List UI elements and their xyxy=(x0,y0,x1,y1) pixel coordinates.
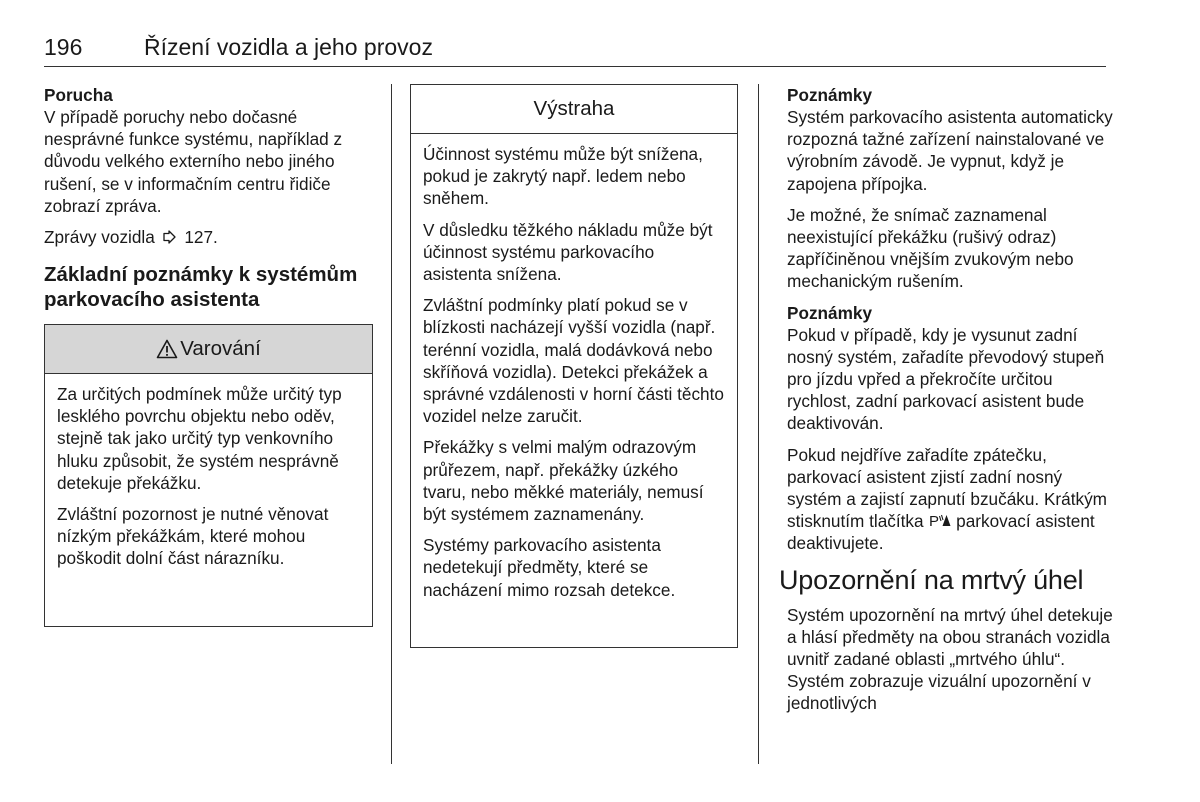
warning-triangle-icon xyxy=(156,339,178,359)
note-text: Pokud nejdříve zařadíte zpátečku, parkovací asistent zjistí zadní nosný systém a zajistí zapnutí bzučáku. Krátkým stisknutím tlačítka xyxy=(787,444,1107,532)
fault-heading: Porucha xyxy=(44,85,113,105)
note-heading: Poznámky xyxy=(787,302,873,323)
fault-text: V případě poruchy nebo dočasné nesprávné funkce systému, například z důvodu velkého externího nebo jiného rušení, se v informačním centru řidiče zobrazí zpráva. xyxy=(44,107,343,216)
caution-paragraph: V důsledku těžkého nákladu může být účinnost systému parkovacího asistenta snížena. xyxy=(423,219,713,285)
arrow-right-icon xyxy=(162,230,176,244)
svg-text:P: P xyxy=(929,513,940,529)
note-paragraph: Je možné, že snímač zaznamenal neexistující překážku (rušivý odraz) zapříčiněnou vnějším zvukovým nebo mechanickým rušením. xyxy=(787,204,1074,292)
warning-box-header xyxy=(45,325,372,374)
reference-text: Zprávy vozidla xyxy=(44,227,155,248)
note-paragraph-with-icon xyxy=(787,444,1117,555)
caution-paragraph: Překážky s velmi malým odrazovým průřezem, např. překážky úzkého tvaru, nebo měkké materiály, nemusí být systémem zaznamenány. xyxy=(423,437,704,525)
note-paragraph: Systém parkovacího asistenta automaticky rozpozná tažné zařízení nainstalované ve výrobním závodě. Je vypnut, když je zapojena přípojka. xyxy=(787,107,1113,194)
left-column xyxy=(44,84,372,322)
park-assist-button-icon xyxy=(929,512,951,528)
note-paragraph: Pokud v případě, kdy je vysunut zadní nosný systém, zařadíte převodový stupeň pro jízdu vpřed a překročíte určitou rychlost, zadní parkovací asistent bude deaktivován. xyxy=(787,324,1105,434)
warning-paragraph: Za určitých podmínek může určitý typ lesklého povrchu objektu nebo oděv, stejně tak jako určitý typ venkovního hluku způsobit, že systém nesprávně detekuje překážku. xyxy=(57,384,342,493)
column-divider xyxy=(758,84,759,764)
caution-box-header xyxy=(411,85,737,134)
caution-paragraph: Zvláštní podmínky platí pokud se v blízkosti nacházejí vyšší vozidla (např. terénní vozidla, malá dodávková nebo skříňová vozidla). Detekci překážek a správné vzdálenosti v horní části těchto vozidel nelze zaručit. xyxy=(423,295,724,427)
warning-box xyxy=(44,324,373,627)
note-heading: Poznámky xyxy=(787,85,873,105)
warning-paragraph: Zvláštní pozornost je nutné věnovat nízkým překážkám, které mohou poškodit dolní část nárazníku. xyxy=(57,504,329,569)
page-header xyxy=(44,34,1106,67)
section-text: Systém upozornění na mrtvý úhel detekuje a hlásí předměty na obou stranách vozidla uvnitř zadané oblasti „mrtvého úhlu“. Systém zobrazuje vizuální upozornění v jednotlivých xyxy=(787,604,1113,714)
section-title: Upozornění na mrtvý úhel xyxy=(779,564,1084,595)
caution-box-body xyxy=(411,134,737,601)
page-number: 196 xyxy=(44,34,83,60)
caution-paragraph: Systémy parkovacího asistenta nedetekují předměty, které se nacházení mimo rozsah detekce. xyxy=(423,535,676,600)
column-divider xyxy=(391,84,392,764)
note-text: parkovací asistent deaktivujete. xyxy=(787,511,1095,554)
caution-paragraph: Účinnost systému může být snížena, pokud je zakrytý např. ledem nebo sněhem. xyxy=(423,144,703,209)
caution-box-title: Výstraha xyxy=(533,97,615,120)
warning-box-body xyxy=(45,374,372,570)
caution-box xyxy=(410,84,738,648)
section-heading: Základní poznámky k systémům parkovacího asistenta xyxy=(44,263,358,312)
chapter-title: Řízení vozidla a jeho provoz xyxy=(144,34,433,60)
warning-box-title: Varování xyxy=(180,337,261,360)
reference-page: 127. xyxy=(184,227,218,248)
right-column xyxy=(779,84,1117,715)
cross-reference xyxy=(44,226,372,248)
